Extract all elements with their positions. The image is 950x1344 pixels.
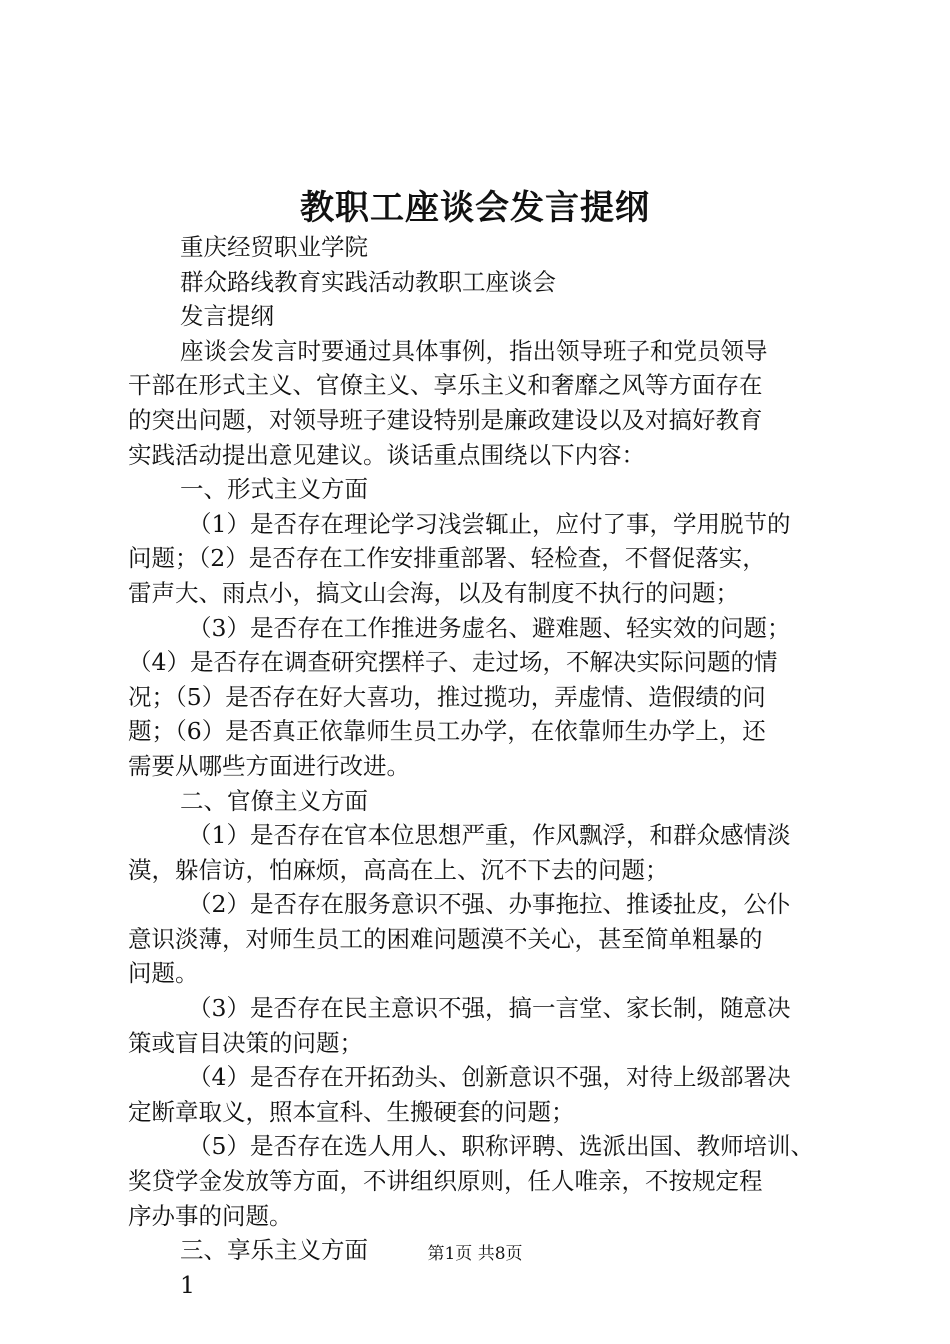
body-line: 题；（6）是否真正依靠师生员工办学，在依靠师生办学上，还 bbox=[128, 717, 766, 746]
body-line: 策或盲目决策的问题； bbox=[128, 1028, 363, 1057]
body-line: 一、形式主义方面 bbox=[180, 475, 368, 504]
body-line: （4）是否存在调查研究摆样子、走过场，不解决实际问题的情 bbox=[128, 648, 778, 677]
body-line: 发言提纲 bbox=[180, 302, 274, 331]
body-line: （5）是否存在选人用人、职称评聘、选派出国、教师培训、 bbox=[188, 1132, 814, 1161]
body-line: （3）是否存在工作推进务虚名、避难题、轻实效的问题； bbox=[188, 613, 791, 642]
body-line: 雷声大、雨点小，搞文山会海，以及有制度不执行的问题； bbox=[128, 578, 739, 607]
body-line: 二、官僚主义方面 bbox=[180, 786, 368, 815]
body-line: 序办事的问题。 bbox=[128, 1201, 293, 1230]
document-title: 教职工座谈会发言提纲 bbox=[300, 188, 650, 228]
body-line: 漠，躲信访，怕麻烦，高高在上、沉不下去的问题； bbox=[128, 855, 669, 884]
body-line: 问题；（2）是否存在工作安排重部署、轻检查，不督促落实， bbox=[128, 544, 766, 573]
body-line: 三、享乐主义方面 bbox=[180, 1236, 368, 1265]
body-line: 重庆经贸职业学院 bbox=[180, 233, 368, 261]
body-line: 干部在形式主义、官僚主义、享乐主义和奢靡之风等方面存在 bbox=[128, 371, 763, 400]
body-line: 况；（5）是否存在好大喜功，推过揽功，弄虚情、造假绩的问 bbox=[128, 682, 766, 711]
body-line: 座谈会发言时要通过具体事例，指出领导班子和党员领导 bbox=[180, 336, 768, 365]
body-line: 1 bbox=[180, 1270, 195, 1299]
document-body bbox=[128, 230, 832, 1302]
body-line: 问题。 bbox=[128, 959, 199, 988]
body-line: （1）是否存在理论学习浅尝辄止，应付了事，学用脱节的 bbox=[188, 509, 791, 538]
body-line: 定断章取义，照本宣科、生搬硬套的问题； bbox=[128, 1097, 575, 1126]
body-line: （1）是否存在官本位思想严重，作风飘浮，和群众感情淡 bbox=[188, 821, 791, 850]
body-line: 的突出问题，对领导班子建设特别是廉政建设以及对搞好教育 bbox=[128, 405, 763, 434]
body-line: 意识淡薄，对师生员工的困难问题漠不关心，甚至简单粗暴的 bbox=[128, 924, 763, 953]
body-line: （3）是否存在民主意识不强，搞一言堂、家长制，随意决 bbox=[188, 994, 791, 1023]
body-line: （4）是否存在开拓劲头、创新意识不强，对待上级部署决 bbox=[188, 1063, 791, 1092]
body-line: 需要从哪些方面进行改进。 bbox=[128, 751, 410, 780]
body-line: 实践活动提出意见建议。谈话重点围绕以下内容： bbox=[128, 440, 645, 469]
body-line: （2）是否存在服务意识不强、办事拖拉、推诿扯皮，公仆 bbox=[188, 890, 791, 919]
body-line: 群众路线教育实践活动教职工座谈会 bbox=[180, 267, 556, 296]
body-line: 奖贷学金发放等方面，不讲组织原则，任人唯亲，不按规定程 bbox=[128, 1167, 763, 1196]
page-footer: 第1页 共8页 bbox=[427, 1244, 523, 1264]
